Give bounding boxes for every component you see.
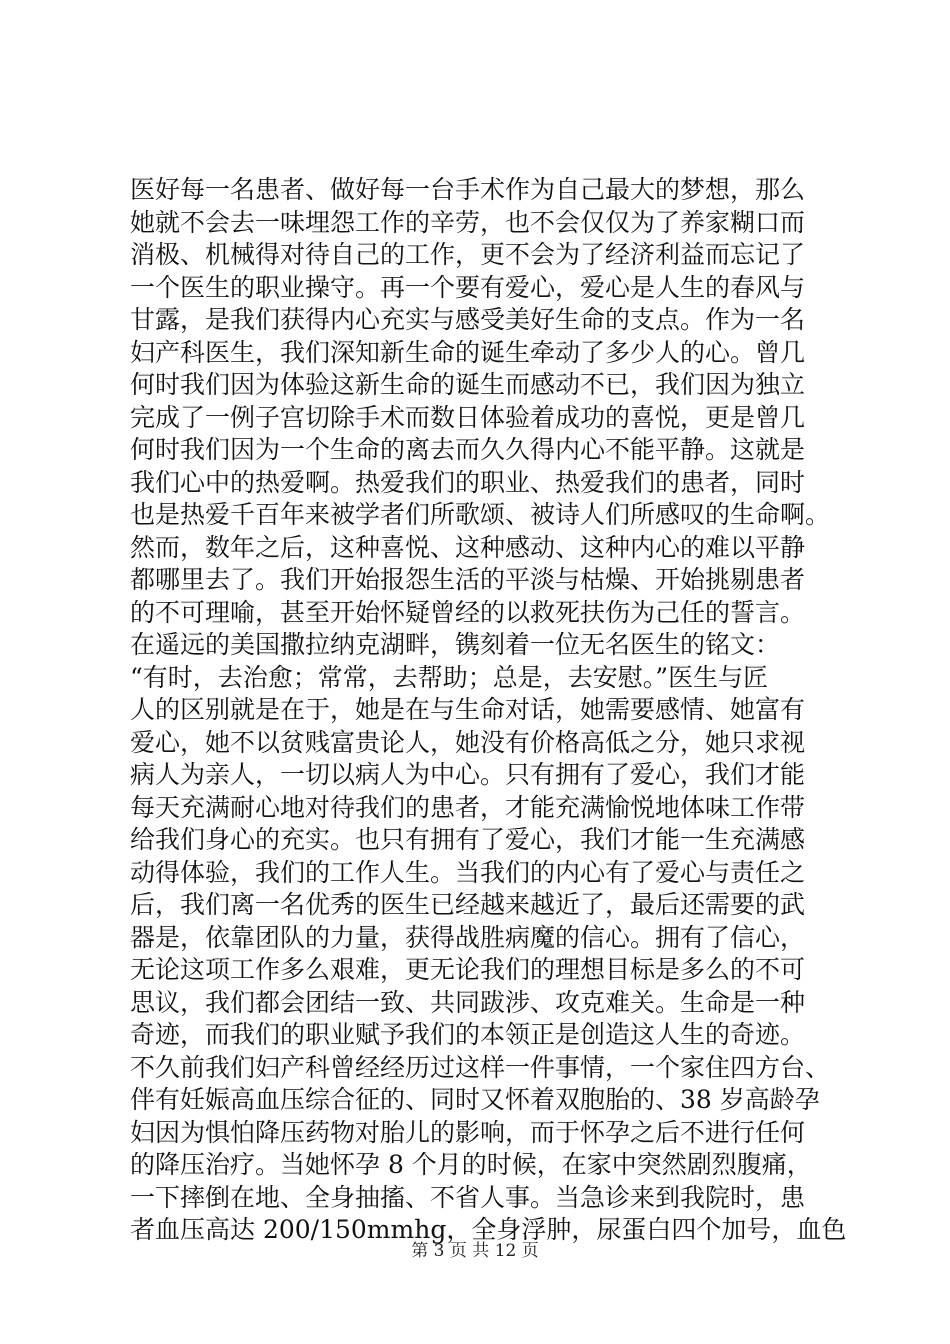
page-number-footer: 第 3 页 共 12 页: [411, 1241, 539, 1261]
text-line: 每天充满耐心地对待我们的患者，才能充满愉悦地体味工作带: [130, 792, 806, 822]
text-line: 给我们身心的充实。也只有拥有了爱心，我们才能一生充满感: [130, 825, 806, 854]
text-line: 器是，依靠团队的力量，获得战胜病魔的信心。拥有了信心，: [130, 922, 806, 952]
text-line: 然而，数年之后，这种喜悦、这种感动、这种内心的难以平静: [130, 532, 806, 562]
text-line: 的不可理喻，甚至开始怀疑曾经的以救死扶伤为己任的誓言。: [130, 597, 806, 627]
text-line: 爱心，她不以贫贱富贵论人，她没有价格高低之分，她只求视: [130, 727, 806, 757]
text-line: 何时我们因为一个生命的离去而久久得内心不能平静。这就是: [130, 435, 806, 464]
text-line: 一个医生的职业操守。再一个要有爱心，爱心是人生的春风与: [130, 272, 806, 302]
text-line: 病人为亲人，一切以病人为中心。只有拥有了爱心，我们才能: [130, 760, 806, 789]
text-line: 人的区别就是在于，她是在与生命对话，她需要感情、她富有: [130, 695, 806, 724]
text-line: 妇产科医生，我们深知新生命的诞生牵动了多少人的心。曾几: [130, 337, 806, 367]
text-line: 思议，我们都会团结一致、共同跋涉、攻克难关。生命是一种: [130, 987, 806, 1017]
text-line: 伴有妊娠高血压综合征的、同时又怀着双胞胎的、38 岁高龄孕: [130, 1085, 820, 1114]
text-line: 我们心中的热爱啊。热爱我们的职业、热爱我们的患者，同时: [130, 467, 806, 497]
text-line: 完成了一例子宫切除手术而数日体验着成功的喜悦，更是曾几: [130, 402, 806, 432]
text-line: 奇迹，而我们的职业赋予我们的本领正是创造这人生的奇迹。: [130, 1020, 806, 1049]
body-text: [130, 174, 847, 1247]
text-line: 者血压高达 200/150mmhg，全身浮肿，尿蛋白四个加号，血色: [130, 1215, 847, 1244]
text-line: 无论这项工作多么艰难，更无论我们的理想目标是多么的不可: [130, 955, 806, 984]
text-line: 的降压治疗。当她怀孕 8 个月的时候，在家中突然剧烈腹痛，: [130, 1150, 812, 1179]
text-line: 她就不会去一味埋怨工作的辛劳，也不会仅仅为了养家糊口而: [130, 207, 806, 237]
text-line: 不久前我们妇产科曾经经历过这样一件事情，一个家住四方台、: [130, 1052, 831, 1082]
text-line: 后，我们离一名优秀的医生已经越来越近了，最后还需要的武: [130, 890, 806, 919]
text-line: 一下摔倒在地、全身抽搐、不省人事。当急诊来到我院时，患: [130, 1182, 806, 1212]
text-line: 也是热爱千百年来被学者们所歌颂、被诗人们所感叹的生命啊。: [130, 500, 831, 529]
text-line: 动得体验，我们的工作人生。当我们的内心有了爱心与责任之: [130, 857, 806, 887]
text-line: 都哪里去了。我们开始报怨生活的平淡与枯燥、开始挑剔患者: [130, 565, 806, 594]
text-line: 妇因为惧怕降压药物对胎儿的影响，而于怀孕之后不进行任何: [130, 1117, 806, 1147]
text-line: 消极、机械得对待自己的工作，更不会为了经济利益而忘记了: [130, 240, 806, 269]
text-line: 甘露，是我们获得内心充实与感受美好生命的支点。作为一名: [130, 305, 806, 334]
text-line: “有时，去治愈；常常，去帮助；总是，去安慰。”医生与匠: [130, 662, 769, 692]
text-line: 医好每一名患者、做好每一台手术作为自己最大的梦想，那么: [130, 175, 806, 204]
text-line: 何时我们因为体验这新生命的诞生而感动不已，我们因为独立: [130, 370, 806, 399]
text-line: 在遥远的美国撒拉纳克湖畔，镌刻着一位无名医生的铭文：: [130, 630, 781, 659]
